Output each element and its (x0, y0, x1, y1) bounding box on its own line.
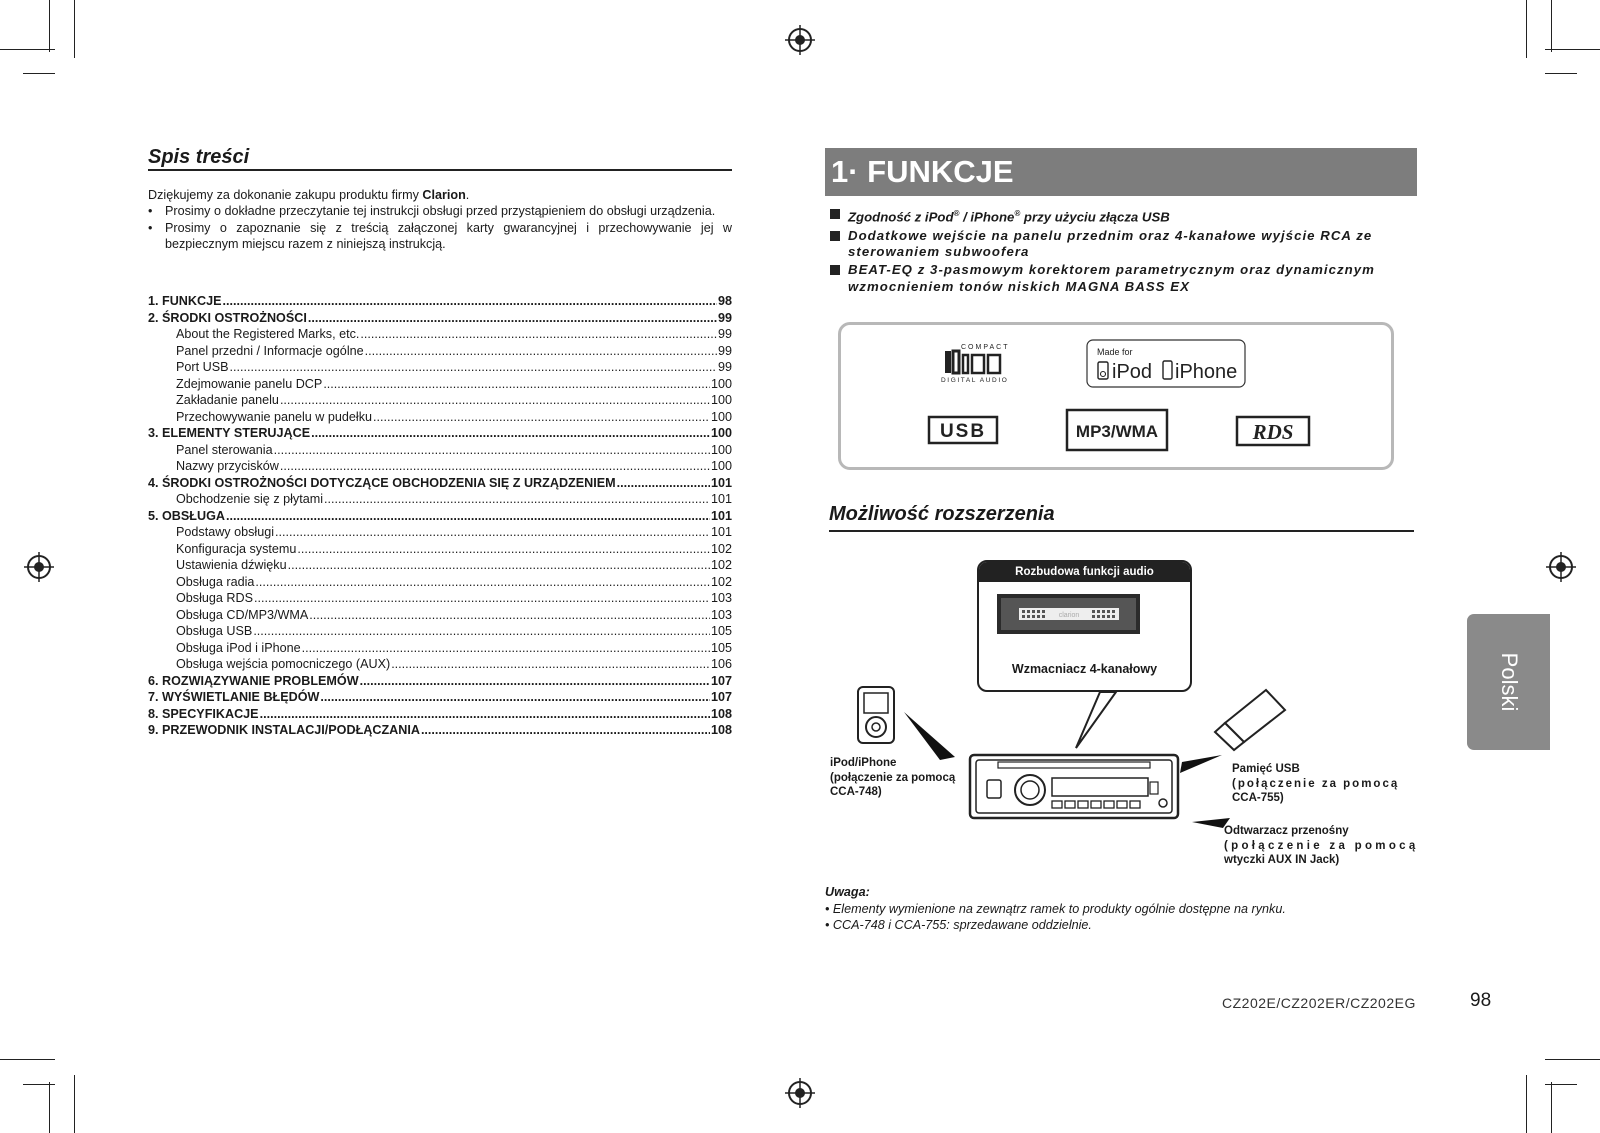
toc-entry-page: 105 (710, 624, 732, 638)
toc-entry-label: 2. ŚRODKI OSTROŻNOŚCI (148, 310, 307, 325)
toc-entry-page: 101 (710, 508, 732, 523)
registered-mark: ® (1014, 209, 1021, 218)
toc-entry-label: 5. OBSŁUGA (148, 508, 225, 523)
toc-entry-label: Obchodzenie się z płytami (176, 492, 323, 506)
usb-connection-label (1232, 762, 1399, 806)
toc-leader-dots (308, 310, 717, 327)
toc-entry-label: 7. WYŚWIETLANIE BŁĘDÓW (148, 690, 320, 704)
square-bullet-icon (830, 231, 840, 241)
toc-leader-dots (275, 524, 710, 541)
toc-title: Spis treści (148, 146, 250, 168)
bullet-icon: • (148, 220, 153, 235)
callout-pointer (1076, 692, 1116, 748)
toc-leader-dots (360, 673, 710, 690)
feature-text: Dodatkowe wejście na panelu przednim oraz 4-kanałowe wyjście RCA ze sterowaniem subwoofera (848, 227, 1373, 259)
toc-entry-page: 101 (710, 475, 732, 490)
toc-leader-dots (230, 359, 717, 376)
toc-entry (148, 607, 732, 624)
toc-entry-page: 100 (710, 393, 732, 407)
toc-entry-label: 9. PRZEWODNIK INSTALACJI/PODŁĄCZANIA (148, 723, 420, 737)
toc-entry (148, 458, 732, 475)
toc-entry-page: 103 (710, 607, 732, 622)
square-bullet-icon (830, 209, 840, 219)
crop-mark (1545, 73, 1577, 74)
model-number: CZ202E/CZ202ER/CZ202EG (1222, 995, 1416, 1011)
toc-leader-dots (253, 623, 710, 640)
crop-mark (49, 1082, 50, 1133)
toc-entry-page: 101 (710, 492, 732, 506)
toc-entry-label: Nazwy przycisków (176, 459, 279, 473)
usb-text: USB (939, 421, 987, 442)
toc-entry (148, 640, 732, 657)
note-line: • Elementy wymienione na zewnątrz ramek to produkty ogólnie dostępne na rynku. (825, 901, 1286, 916)
toc-entry-page: 105 (710, 640, 732, 655)
toc-entry (148, 326, 732, 343)
square-bullet-icon (830, 265, 840, 275)
toc-entry-page: 99 (717, 343, 732, 358)
toc-leader-dots (309, 607, 710, 624)
toc-entry (148, 557, 732, 574)
toc-leader-dots (274, 442, 710, 459)
toc-leader-dots (222, 293, 717, 310)
usb-stick-icon (1215, 690, 1285, 750)
crop-mark (49, 0, 50, 52)
toc-entry-label: 8. SPECYFIKACJE (148, 706, 259, 721)
amplifier-header: Rozbudowa funkcji audio (979, 562, 1190, 582)
usb-connector-pointer (1180, 755, 1222, 773)
toc-entry-label: 1. FUNKCJE (148, 294, 222, 308)
amplifier-label: Wzmacniacz 4-kanałowy (1011, 662, 1158, 676)
crop-mark (1545, 1059, 1600, 1060)
crop-mark (1526, 1075, 1527, 1133)
feature-item (830, 262, 1415, 295)
section-banner: 1· FUNKCJE (825, 148, 1417, 196)
intro-bullets (148, 203, 732, 252)
intro-lead-text: Dziękujemy za dokonanie zakupu produktu firmy (148, 188, 423, 202)
toc-entry-page: 99 (717, 360, 732, 374)
crop-mark (23, 73, 55, 74)
feature-list (830, 206, 1415, 297)
toc-entry-page: 100 (710, 442, 732, 457)
toc-entry (148, 722, 732, 739)
crop-mark (1545, 1084, 1577, 1085)
toc-entry-page: 108 (710, 723, 732, 737)
toc-entry-page: 108 (710, 706, 732, 721)
toc-entry-page: 100 (710, 376, 732, 391)
toc-entry (148, 541, 732, 558)
intro-bullet-text: Prosimy o zapoznanie się z treścią załączonej karty gwarancyjnej i przechowywanie jej w bezpiecznym miejscu razem z niniejszą instrukcją. (165, 220, 732, 251)
label-line: Odtwarzacz przenośny (1224, 825, 1349, 837)
toc-leader-dots (421, 722, 710, 739)
brand-name: Clarion (422, 188, 466, 202)
toc-leader-dots (324, 491, 710, 508)
toc-leader-dots (254, 590, 710, 607)
toc-entry-page: 100 (710, 409, 732, 424)
label-line: CCA-748) (830, 786, 882, 798)
toc-leader-dots (360, 326, 717, 343)
toc-entry-label: Obsługa RDS (176, 591, 253, 605)
toc-entry-label: Konfiguracja systemu (176, 541, 297, 556)
toc-entry (148, 491, 732, 508)
divider (148, 169, 732, 171)
toc-entry-page: 102 (710, 541, 732, 556)
toc-entry (148, 574, 732, 591)
toc-entry-page: 107 (710, 690, 732, 704)
intro-lead-end: . (465, 188, 470, 202)
ipod-connection-label (830, 756, 955, 800)
label-line: Pamięć USB (1232, 763, 1300, 775)
toc-leader-dots (280, 392, 710, 409)
note-block (825, 884, 1286, 934)
toc-entry-label: 6. ROZWIĄZYWANIE PROBLEMÓW (148, 673, 359, 688)
toc-entry-label: Podstawy obsługi (176, 525, 275, 539)
feature-text: Zgodność z iPod (848, 209, 954, 225)
note-title: Uwaga: (825, 885, 870, 899)
toc-leader-dots (323, 376, 710, 393)
crop-mark (23, 1084, 55, 1085)
toc-entry (148, 310, 732, 327)
registered-mark: ® (953, 209, 960, 218)
mp3-wma-logo (1067, 410, 1167, 450)
toc-entry-page: 102 (710, 574, 732, 589)
toc-entry-page: 99 (717, 310, 732, 325)
toc-entry-page: 101 (710, 525, 732, 539)
ipod-connector-pointer (904, 712, 955, 760)
crop-mark (0, 49, 55, 50)
page-number: 98 (1470, 990, 1492, 1011)
toc-entry-page: 99 (717, 327, 732, 341)
toc-entry (148, 409, 732, 426)
rds-logo (1237, 417, 1309, 445)
toc-leader-dots (302, 640, 710, 657)
usb-logo (929, 417, 997, 443)
crop-mark (0, 1059, 55, 1060)
toc-entry (148, 442, 732, 459)
expansion-title: Możliwość rozszerzenia (829, 503, 1055, 525)
toc-leader-dots (365, 343, 717, 360)
label-line: (połączenie za pomocą (1232, 777, 1400, 790)
format-logo-box (838, 322, 1394, 470)
digital-audio-text: DIGITAL AUDIO (941, 377, 1009, 384)
toc-entry-page: 107 (710, 673, 732, 688)
format-logos (841, 325, 1391, 467)
amplifier-box (977, 560, 1192, 692)
toc-entry-label: Obsługa radia (176, 574, 255, 589)
crop-mark (1551, 1082, 1552, 1133)
toc-leader-dots (320, 689, 710, 706)
toc-list (148, 293, 732, 739)
feature-text: przy użyciu złącza USB (1020, 209, 1170, 225)
head-unit-icon (970, 755, 1178, 818)
toc-entry (148, 392, 732, 409)
toc-leader-dots (373, 409, 710, 426)
intro-bullet (148, 203, 732, 219)
toc-entry-page: 103 (710, 591, 732, 605)
feature-text: / iPhone (959, 209, 1015, 225)
toc-entry (148, 706, 732, 723)
language-tab-label: Polski (1496, 652, 1522, 712)
toc-entry-label: Panel przedni / Informacje ogólne (176, 343, 364, 358)
toc-entry-label: 4. ŚRODKI OSTROŻNOŚCI DOTYCZĄCE OBCHODZENIA SIĘ Z URZĄDZENIEM (148, 475, 616, 490)
feature-item (830, 206, 1415, 226)
toc-entry-label: Zdejmowanie panelu DCP (176, 376, 323, 391)
toc-leader-dots (226, 508, 710, 525)
ipod-text: iPod (1112, 361, 1153, 383)
label-line: iPod/iPhone (830, 757, 897, 769)
toc-entry (148, 673, 732, 690)
toc-entry (148, 475, 732, 492)
portable-player-label (1224, 824, 1419, 868)
toc-leader-dots (297, 541, 710, 558)
toc-entry-label: Obsługa iPod i iPhone (176, 640, 301, 655)
note-line: • CCA-748 i CCA-755: sprzedawane oddzielnie. (825, 918, 1092, 932)
registration-mark-icon (1546, 552, 1576, 582)
toc-entry-label: Przechowywanie panelu w pudełku (176, 409, 373, 424)
toc-entry (148, 359, 732, 376)
label-line: (połączenie za pomocą (830, 771, 956, 784)
feature-item (830, 228, 1415, 261)
ipod-icon (858, 687, 894, 743)
intro-bullet (148, 220, 732, 253)
made-for-ipod-iphone-logo (1087, 340, 1245, 387)
toc-entry-label: Port USB (176, 360, 229, 374)
toc-leader-dots (280, 458, 710, 475)
toc-entry (148, 376, 732, 393)
toc-leader-dots (255, 574, 710, 591)
toc-leader-dots (617, 475, 710, 492)
registration-mark-icon (785, 1078, 815, 1108)
amplifier-illustration (979, 582, 1190, 652)
toc-entry (148, 425, 732, 442)
divider (829, 530, 1414, 532)
registration-mark-icon (24, 552, 54, 582)
toc-entry-page: 100 (710, 459, 732, 473)
toc-entry-page: 100 (710, 426, 732, 440)
toc-entry (148, 689, 732, 706)
label-line: CCA-755) (1232, 792, 1284, 804)
toc-entry-label: Ustawienia dźwięku (176, 558, 287, 572)
label-line: wtyczki AUX IN Jack) (1224, 854, 1340, 866)
toc-leader-dots (311, 425, 710, 442)
intro-text (148, 187, 732, 252)
toc-entry-label: About the Registered Marks, etc. (176, 327, 360, 341)
amplifier-brand-text: clarion (1058, 612, 1080, 619)
compact-text: COMPACT (961, 344, 1010, 351)
intro-lead (148, 187, 732, 203)
made-for-text: Made for (1097, 347, 1133, 357)
toc-entry (148, 590, 732, 607)
crop-mark (74, 0, 75, 58)
mp3-wma-text: MP3/WMA (1075, 422, 1159, 441)
crop-mark (1545, 49, 1600, 50)
crop-mark (1526, 0, 1527, 58)
toc-entry-label: Obsługa CD/MP3/WMA (176, 607, 309, 622)
toc-entry (148, 524, 732, 541)
feature-text: BEAT-EQ z 3-pasmowym korektorem parametrycznym oraz dynamicznym wzmocnieniem tonów niskich MAGNA BASS EX (848, 262, 1375, 294)
crop-mark (74, 1075, 75, 1133)
toc-entry (148, 343, 732, 360)
registration-mark-icon (785, 25, 815, 55)
iphone-text: iPhone (1175, 361, 1238, 383)
toc-entry-label: Zakładanie panelu (176, 393, 279, 407)
toc-entry-page: 98 (717, 294, 732, 308)
bullet-icon: • (148, 204, 153, 219)
label-line: (połączenie za pomocą (1224, 839, 1419, 852)
toc-entry (148, 293, 732, 310)
toc-leader-dots (391, 656, 710, 673)
toc-entry (148, 508, 732, 525)
language-tab (1467, 614, 1550, 750)
toc-entry-page: 102 (710, 558, 732, 572)
toc-entry-label: 3. ELEMENTY STERUJĄCE (148, 426, 311, 440)
toc-entry (148, 656, 732, 673)
toc-leader-dots (288, 557, 710, 574)
toc-leader-dots (260, 706, 710, 723)
toc-entry-label: Obsługa wejścia pomocniczego (AUX) (176, 657, 391, 671)
rds-text: RDS (1252, 420, 1294, 444)
toc-entry (148, 623, 732, 640)
compact-disc-logo (941, 344, 1009, 384)
intro-bullet-text: Prosimy o dokładne przeczytanie tej instrukcji obsługi przed przystąpieniem do obsługi urządzenia. (165, 204, 716, 219)
toc-entry-page: 106 (710, 657, 732, 671)
toc-entry-label: Obsługa USB (176, 624, 253, 638)
toc-entry-label: Panel sterowania (176, 442, 273, 457)
crop-mark (1551, 0, 1552, 52)
